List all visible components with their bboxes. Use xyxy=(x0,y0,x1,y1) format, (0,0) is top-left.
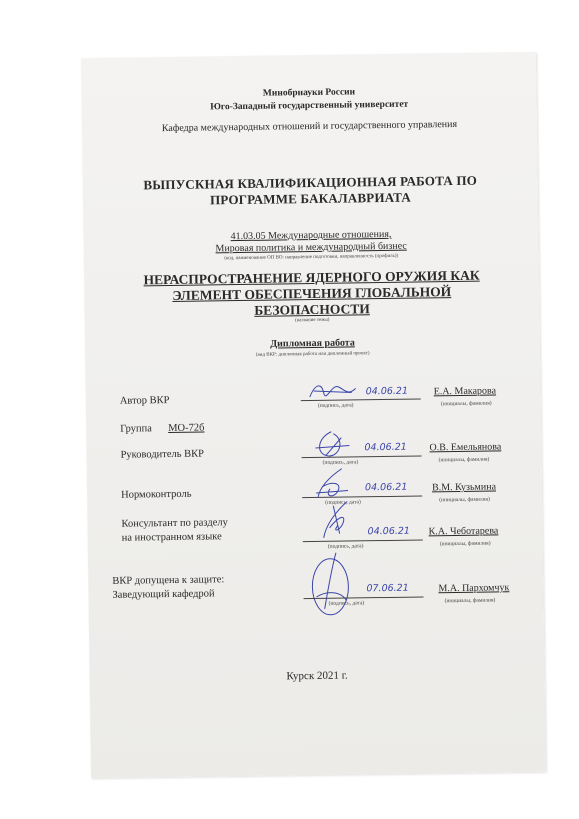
program-code: 41.03.05 Международные отношения, xyxy=(230,228,392,243)
normcontrol-signature-caption: (подпись, дата) xyxy=(325,499,361,506)
topic-line-1: НЕРАСПРОСТРАНЕНИЕ ЯДЕРНОГО ОРУЖИЯ КАК xyxy=(143,267,480,288)
university-name: Юго-Западный государственный университет xyxy=(210,99,409,113)
admission-label: ВКР допущена к защите: xyxy=(112,574,225,587)
title-page-sheet xyxy=(81,52,546,778)
supervisor-name: О.В. Емельянова xyxy=(429,441,502,454)
topic-caption: (название темы) xyxy=(294,317,330,324)
city-year: Курск 2021 г. xyxy=(286,669,348,683)
program-caption: (код, наименование ОП ВО: направление подготовки, направленность (профиль)) xyxy=(224,253,399,262)
group-label: Группа xyxy=(120,423,152,435)
program-profile: Мировая политика и международный бизнес xyxy=(215,240,407,255)
ministry-name: Минобрнауки России xyxy=(262,87,356,99)
supervisor-label: Руководитель ВКР xyxy=(120,448,205,461)
normcontrol-label: Нормоконтроль xyxy=(121,488,192,501)
author-label: Автор ВКР xyxy=(119,395,170,407)
normcontrol-name: В.М. Кузьмина xyxy=(431,481,497,494)
author-name: Е.А. Макарова xyxy=(433,385,497,398)
author-signature-caption: (подпись, дата) xyxy=(317,402,354,409)
consultant-name: К.А. Чеботарева xyxy=(428,525,499,538)
supervisor-signature-caption: (подпись, дата) xyxy=(322,459,359,466)
supervisor-date: 04.06.21 xyxy=(364,441,407,454)
supervisor-name-caption: (инициалы, фамилия) xyxy=(438,456,490,464)
head-name: М.А. Пархомчук xyxy=(438,582,510,595)
department-name: Кафедра международных отношений и государственного управления xyxy=(161,118,458,135)
author-name-caption: (инициалы, фамилия) xyxy=(440,400,492,408)
head-date: 07.06.21 xyxy=(366,582,409,595)
document-title-line-1: ВЫПУСКНАЯ КВАЛИФИКАЦИОННАЯ РАБОТА ПО xyxy=(143,172,478,193)
head-name-caption: (инициалы, фамилия) xyxy=(444,597,496,605)
topic-line-2: ЭЛЕМЕНТ ОБЕСПЕЧЕНИЯ ГЛОБАЛЬНОЙ xyxy=(172,284,452,303)
normcontrol-date: 04.06.21 xyxy=(364,481,408,494)
head-signature-caption: (подпись, дата) xyxy=(328,600,365,607)
consultant-label-line-2: на иностранном языке xyxy=(121,531,222,544)
normcontrol-name-caption: (инициалы, фамилия) xyxy=(439,496,490,504)
consultant-name-caption: (инициалы, фамилия) xyxy=(439,540,491,548)
author-signature xyxy=(308,380,358,401)
work-type: Дипломная работа xyxy=(270,337,355,350)
consultant-label-line-1: Консультант по разделу xyxy=(121,517,228,530)
work-type-caption: (вид ВКР: дипломная работа или дипломный проект) xyxy=(255,351,370,358)
document-title-line-2: ПРОГРАММЕ БАКАЛАВРИАТА xyxy=(209,189,412,208)
consultant-signature-caption: (подпись, дата) xyxy=(327,543,364,550)
topic-line-3: БЕЗОПАСНОСТИ xyxy=(254,301,370,318)
head-of-department-label: Заведующий кафедрой xyxy=(112,588,215,601)
supervisor-signature xyxy=(311,429,351,460)
consultant-date: 04.06.21 xyxy=(367,525,411,538)
author-date: 04.06.21 xyxy=(365,385,409,398)
group-value: МО-72б xyxy=(168,422,205,435)
consultant-signature xyxy=(315,499,356,540)
